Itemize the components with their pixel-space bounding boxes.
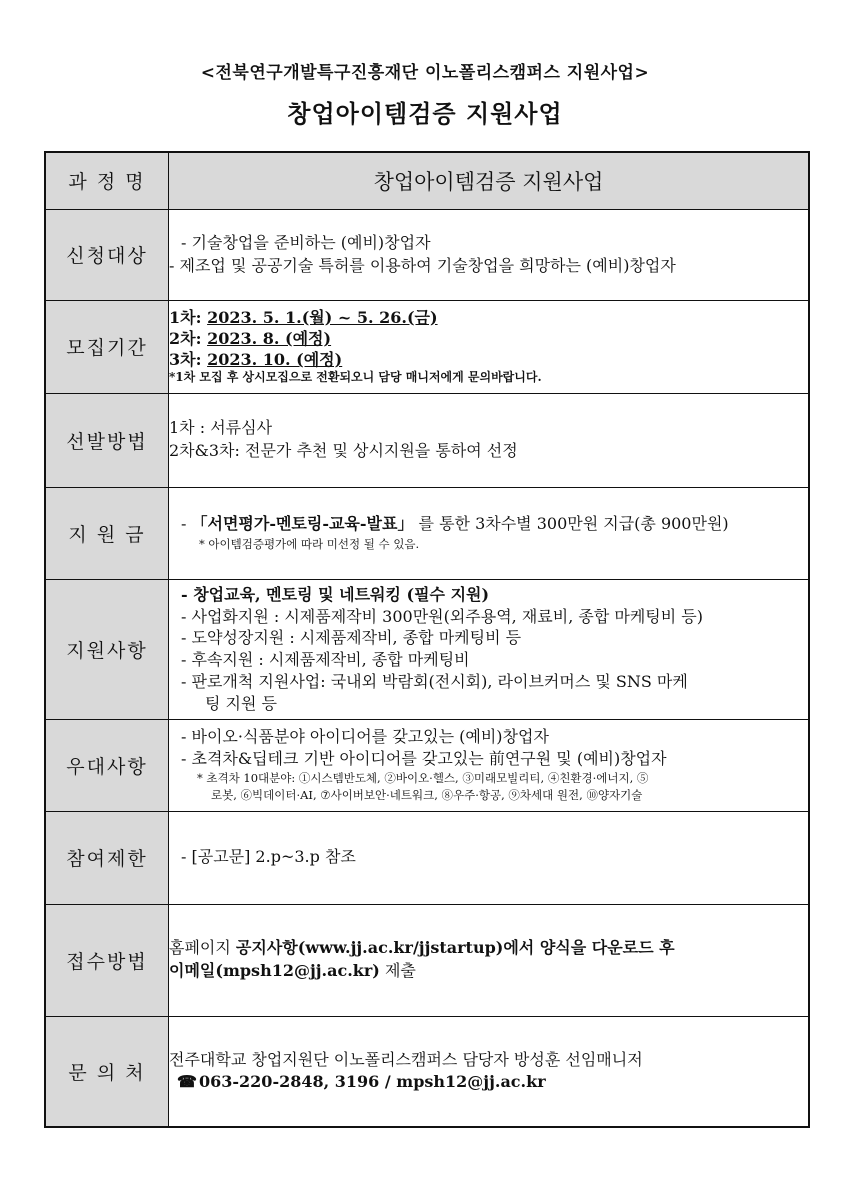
method-email: 이메일(mpsh12@jj.ac.kr): [169, 961, 380, 980]
label-preference: 우대사항: [45, 719, 169, 811]
contact-phone: 063-220-2848, 3196 / mpsh12@jj.ac.kr: [199, 1072, 546, 1092]
period-round-2: [169, 328, 808, 349]
period-round-3-prefix: 3차:: [169, 350, 208, 370]
row-period: [45, 300, 809, 393]
row-selection: [45, 393, 809, 487]
phone-icon: ☎: [177, 1072, 197, 1092]
support-line-3: - 도약성장지원 : 시제품제작비, 종합 마케팅비 등: [181, 628, 522, 648]
page-subtitle: <전북연구개발특구진흥재단 이노폴리스캠퍼스 지원사업>: [200, 63, 650, 83]
value-selection: [169, 393, 810, 487]
period-round-3-date: 2023. 10. (예정): [207, 350, 343, 370]
method-notice-link: 공지사항(www.jj.ac.kr/jjstartup)에서 양식을 다운로드 후: [235, 938, 675, 958]
row-preference: [45, 719, 809, 811]
value-grant: [169, 487, 810, 579]
preference-note-2: 로봇, ⑥빅데이터·AI, ⑦사이버보안·네트워크, ⑧우주·항공, ⑨차세대 원전, ⑩양자기술: [211, 788, 643, 803]
restriction-line: - [공고문] 2.p~3.p 참조: [181, 847, 356, 867]
support-line-4: - 후속지원 : 시제품제작비, 종합 마케팅비: [181, 650, 470, 669]
value-restriction: [169, 811, 810, 904]
value-method: [169, 904, 810, 1016]
contact-line-1: 전주대학교 창업지원단 이노폴리스캠퍼스 담당자 방성훈 선임매니저: [169, 1049, 643, 1069]
row-support: [45, 579, 809, 719]
period-round-3: [169, 349, 808, 370]
grant-amount: 를 통한 3차수별 300만원 지급(총 900만원): [413, 514, 729, 534]
label-contact: 문 의 처: [45, 1016, 169, 1127]
value-target: [169, 209, 810, 300]
label-grant: 지 원 금: [45, 487, 169, 579]
row-course: [45, 152, 809, 209]
row-target: [45, 209, 809, 300]
row-method: [45, 904, 809, 1016]
value-preference: [169, 719, 810, 811]
page-title: 창업아이템검증 지원사업: [287, 99, 563, 128]
value-support: [169, 579, 810, 719]
method-line-2-suffix: 제출: [379, 961, 416, 980]
target-line-1: - 기술창업을 준비하는 (예비)창업자: [181, 232, 431, 252]
preference-note-1: * 초격차 10대분야: ①시스템반도체, ②바이오·헬스, ③미래모빌리티, ④친환경·에너지, ⑤: [197, 770, 649, 785]
support-line-2: - 사업화지원 : 시제품제작비 300만원(외주용역, 재료비, 종합 마케팅비 등): [181, 606, 703, 626]
row-restriction: [45, 811, 809, 904]
value-contact: [169, 1016, 810, 1127]
label-support: 지원사항: [45, 579, 169, 719]
support-line-5: - 판로개척 지원사업: 국내외 박람회(전시회), 라이브커머스 및 SNS 마케: [181, 671, 688, 691]
grant-note: * 아이템검증평가에 따라 미선정 될 수 있음.: [199, 536, 420, 551]
grant-line: [169, 513, 808, 536]
row-grant: [45, 487, 809, 579]
row-contact: [45, 1016, 809, 1127]
period-round-1: [169, 307, 808, 328]
program-info-table: [44, 151, 810, 1128]
method-line-1: [169, 937, 808, 960]
support-line-1: - 창업교육, 멘토링 및 네트워킹 (필수 지원): [181, 584, 490, 604]
label-selection: 선발방법: [45, 393, 169, 487]
label-restriction: 참여제한: [45, 811, 169, 904]
period-round-2-prefix: 2차:: [169, 329, 208, 349]
method-line-1-prefix: 홈페이지: [169, 938, 236, 958]
label-method: 접수방법: [45, 904, 169, 1016]
period-round-1-prefix: 1차:: [169, 307, 208, 327]
value-period: [169, 300, 810, 393]
target-line-2: - 제조업 및 공공기술 특허를 이용하여 기술창업을 희망하는 (예비)창업자: [169, 255, 676, 275]
method-line-2: [169, 960, 808, 983]
selection-line-2: 2차&3차: 전문가 추천 및 상시지원을 통하여 선정: [169, 441, 518, 460]
period-note: *1차 모집 후 상시모집으로 전환되오니 담당 매니저에게 문의바랍니다.: [169, 370, 542, 385]
grant-prefix: -: [181, 514, 192, 534]
value-course: 창업아이템검증 지원사업: [169, 152, 810, 209]
label-period: 모집기간: [45, 300, 169, 393]
period-round-2-date: 2023. 8. (예정): [207, 329, 332, 349]
label-course: 과 정 명: [45, 152, 169, 209]
support-line-5-cont: 팅 지원 등: [205, 693, 277, 713]
period-round-1-date: 2023. 5. 1.(월) ~ 5. 26.(금): [207, 307, 438, 327]
preference-line-2: - 초격차&딥테크 기반 아이디어를 갖고있는 前연구원 및 (예비)창업자: [181, 748, 667, 768]
label-target: 신청대상: [45, 209, 169, 300]
selection-line-1: 1차 : 서류심사: [169, 418, 273, 438]
contact-line-2: [169, 1071, 808, 1094]
grant-process: 「서면평가-멘토링-교육-발표」: [191, 514, 414, 534]
preference-line-1: - 바이오·식품분야 아이디어를 갖고있는 (예비)창업자: [181, 726, 549, 746]
